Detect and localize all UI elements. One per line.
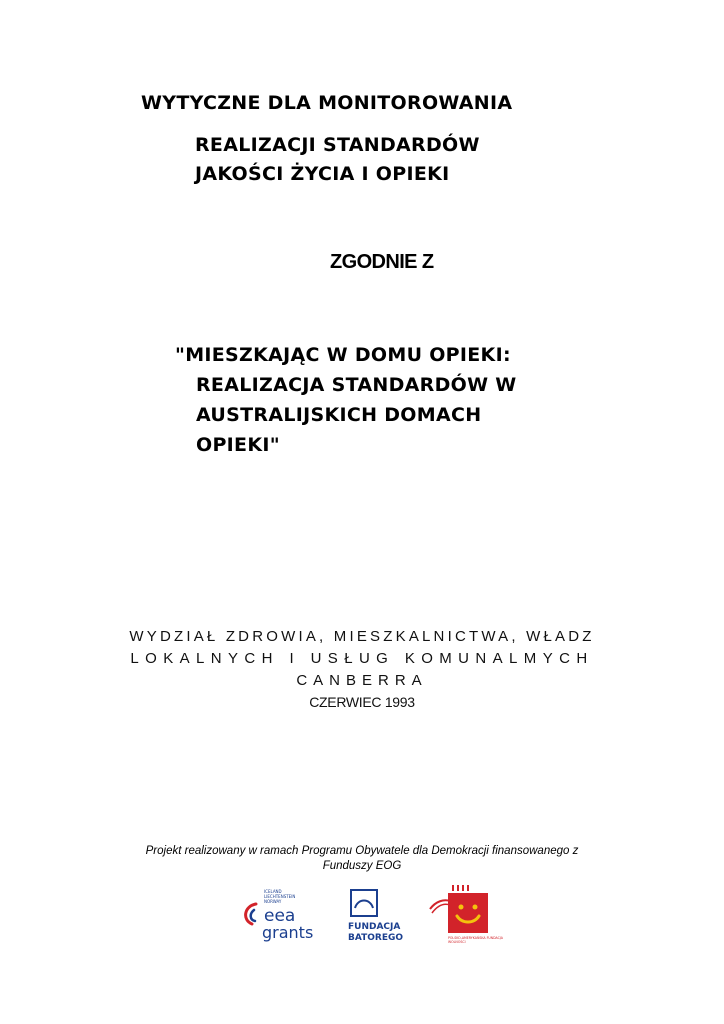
quote-line-3: AUSTRALIJSKICH DOMACH: [196, 404, 482, 426]
subtitle: ZGODNIE Z: [330, 251, 434, 273]
pafw-eye-left: [459, 905, 464, 910]
publisher-line-1: WYDZIAŁ ZDROWIA, MIESZKALNICTWA, WŁADZ: [129, 628, 595, 645]
quote-line-1: "MIESZKAJĄC W DOMU OPIEKI:: [175, 344, 511, 366]
grants-word: grants: [262, 923, 314, 942]
pafw-eye-right: [473, 905, 478, 910]
eea-grants-logo: [240, 888, 320, 944]
eea-blue-arc: [251, 910, 255, 921]
title-line-2: REALIZACJI STANDARDÓW: [195, 134, 480, 156]
batorego-arch: [355, 901, 373, 909]
batorego-mark: [344, 888, 404, 944]
pafw-red-square: [448, 893, 488, 933]
eea-small-text-1: ICELAND: [264, 889, 282, 894]
batorego-square: [351, 890, 377, 916]
eea-grants-mark: [240, 888, 320, 944]
eea-small-text-3: NORWAY: [264, 899, 282, 904]
publisher-line-3: CANBERRA: [296, 672, 428, 689]
pafw-mark: [428, 883, 503, 945]
quote-line-4: OPIEKI": [196, 434, 280, 456]
pafw-small-text-1: POLSKO-AMERYKAŃSKA FUNDACJA: [448, 936, 503, 940]
pafw-small-text-2: WOLNOŚCI: [448, 940, 466, 944]
pafw-logo: [428, 883, 503, 945]
publisher-date: CZERWIEC 1993: [309, 694, 415, 710]
fundacja-batorego-logo: [344, 888, 404, 944]
eea-word: eea: [264, 906, 296, 926]
eea-small-text-2: LIECHTENSTEIN: [264, 894, 296, 899]
publisher-line-2: LOKALNYCH I USŁUG KOMUNALMYCH: [130, 650, 594, 667]
quote-line-2: REALIZACJA STANDARDÓW W: [196, 374, 517, 396]
batorego-word-2: BATOREGO: [348, 933, 404, 943]
batorego-word-1: FUNDACJA: [348, 922, 401, 932]
title-line-3: JAKOŚCI ŻYCIA I OPIEKI: [195, 163, 450, 185]
footnote-line-2: Funduszy EOG: [322, 860, 402, 872]
title-line-1: WYTYCZNE DLA MONITOROWANIA: [141, 92, 513, 114]
footnote-line-1: Projekt realizowany w ramach Programu Obywatele dla Demokracji finansowanego z: [145, 845, 579, 857]
